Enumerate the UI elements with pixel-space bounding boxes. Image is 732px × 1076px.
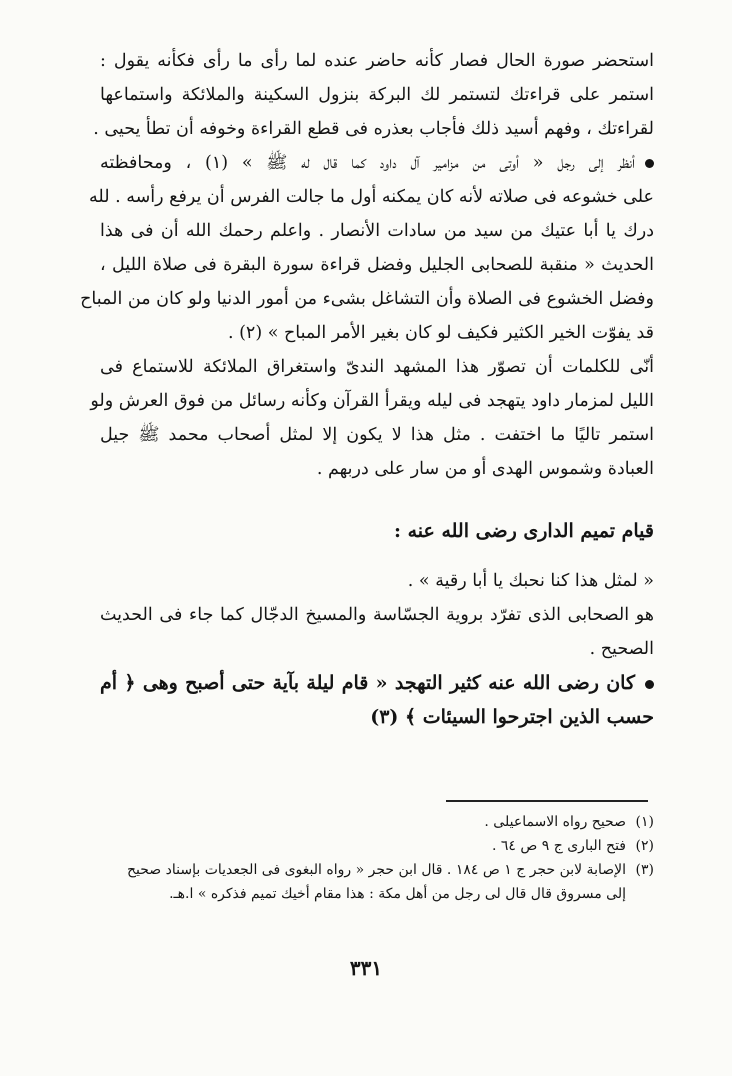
footnote-divider — [446, 800, 648, 802]
body-line: وفضل الخشوع فى الصلاة وأن التشاغل بشىء من أمور الدنيا ولو كان من المباح — [80, 289, 654, 309]
body-line: قد يفوّت الخير الكثير فكيف لو كان بغير الأمر المباح » (٢) . — [227, 323, 654, 343]
footnote-text: صحيح رواه الاسماعيلى . — [484, 814, 626, 830]
footnote — [90, 858, 654, 882]
bullet-line — [100, 146, 654, 180]
footnote-number: (٢) — [635, 838, 654, 854]
footnote — [90, 834, 654, 858]
footnote-text: الإصابة لابن حجر ج ١ ص ١٨٤ . قال ابن حجر « رواه البغوى فى الجعديات بإسناد صحيح — [127, 862, 626, 878]
body-line: لقراءتك ، وفهم أسيد ذلك فأجاب بعذره فى قطع القراءة وخوفه أن تطأ يحيى . — [93, 119, 654, 139]
footnotes — [90, 810, 654, 906]
body-line: على خشوعه فى صلاته لأنه كان يمكنه أول ما جالت الفرس أن يرفع رأسه . لله — [89, 187, 654, 207]
body-line: درك يا أبا عتيك من سيد من سادات الأنصار . واعلم رحمك الله أن فى هذا — [100, 221, 654, 241]
body-line: العبادة وشموس الهدى أو من سار على دربهم . — [316, 459, 654, 479]
bullet-icon — [645, 680, 654, 689]
section-line: هو الصحابى الذى تفرّد بروية الجسّاسة والمسيخ الدجّال كما جاء فى الحديث — [100, 605, 654, 625]
body-line: الحديث « منقبة للصحابى الجليل وفضل قراءة سورة البقرة فى صلاة الليل ، — [100, 255, 654, 275]
body-line: أنّى للكلمات أن تصوّر هذا المشهد الندىّ واستغراق الملائكة للاستماع فى — [100, 357, 654, 377]
footnote-number: (٣) — [635, 862, 654, 878]
section-line: الصحيح . — [589, 639, 654, 659]
page-number: ٣٣١ — [349, 956, 383, 980]
body-line: استمر تاليًا ما اختفت . مثل هذا لا يكون إلا لمثل أصحاب محمد ﷺ جيل — [100, 425, 654, 445]
footnote — [90, 810, 654, 834]
section-line: حسب الذين اجترحوا السيئات ﴾ (٣) — [370, 706, 654, 728]
body-line: أنظر إلى رجل « أوتى من مزامير آل داود كما قال له ﷺ » (١) ، ومحافظته — [100, 153, 635, 173]
body-line: استحضر صورة الحال فصار كأنه حاضر عنده لما رأى ما رأى فكأنه يقول : — [100, 51, 654, 71]
bullet-line — [100, 666, 654, 700]
body-line: الليل لمزمار داود يتهجد فى ليله ويقرأ القرآن وكأنه رسائل من فوق العرش ولو — [90, 391, 654, 411]
main-text — [80, 44, 654, 734]
section-line: كان رضى الله عنه كثير التهجد « قام ليلة بآية حتى أصبح وهى ﴿ أم — [100, 672, 635, 694]
quote-line: « لمثل هذا كنا نحبك يا أبا رقية » . — [407, 571, 654, 591]
bullet-icon — [645, 159, 654, 168]
footnote-text: فتح البارى ج ٩ ص ٦٤ . — [491, 838, 626, 854]
footnote-text: إلى مسروق قال قال لى رجل من أهل مكة : هذا مقام أخيك تميم فذكره » ا.هـ. — [169, 886, 626, 902]
body-line: استمر على قراءتك لتستمر لك البركة بنزول السكينة والملائكة واستماعها — [100, 85, 654, 105]
section-title: قيام تميم الدارى رضى الله عنه : — [393, 520, 654, 542]
footnote-continuation — [90, 882, 654, 906]
footnote-number: (١) — [635, 814, 654, 830]
